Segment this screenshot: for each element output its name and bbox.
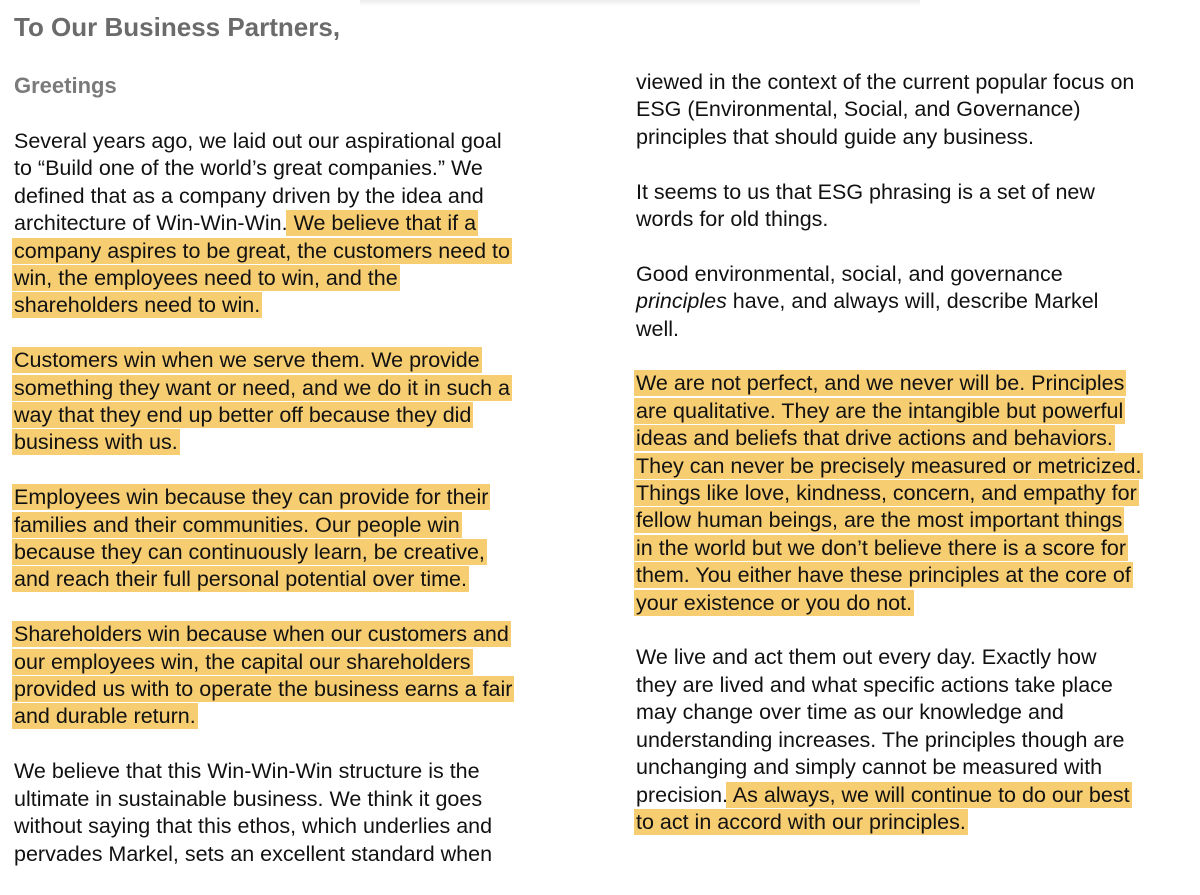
text-line <box>14 375 574 402</box>
text-line: understanding increases. The principles though are <box>636 727 1125 752</box>
text-line <box>14 621 574 648</box>
highlighted-text: win, the employees need to win, and the <box>14 266 398 291</box>
highlighted-text: shareholders need to win. <box>14 293 261 318</box>
highlighted-text: our employees win, the capital our shareholders <box>14 649 471 674</box>
text-segment: have, and always will, describe Markel <box>726 289 1099 314</box>
text-line <box>14 539 574 566</box>
highlighted-text: We believe that if a <box>287 211 477 236</box>
text-line: words for old things. <box>636 207 829 232</box>
text-segment: precision. <box>636 782 729 807</box>
highlighted-text: families and their communities. Our people win <box>14 512 460 537</box>
greetings-heading: Greetings <box>14 73 117 98</box>
highlighted-text: Things like love, kindness, concern, and empathy for <box>636 481 1137 506</box>
text-line: viewed in the context of the current popular focus on <box>636 70 1135 94</box>
text-line <box>636 535 1196 562</box>
text-line: well. <box>636 316 680 341</box>
text-line: Several years ago, we laid out our aspirational goal <box>14 129 502 153</box>
text-line <box>636 370 1196 397</box>
text-line: without saying that this ethos, which underlies and <box>14 814 493 839</box>
highlighted-text: provided us with to operate the business earns a fair <box>14 677 513 702</box>
highlighted-text: way that they end up better off because they did <box>14 403 472 428</box>
emphasized-text: principles <box>636 289 727 314</box>
text-line <box>636 782 1196 809</box>
text-line <box>14 649 574 676</box>
paragraph-good-principles <box>636 261 1196 343</box>
highlighted-text: are qualitative. They are the intangible but powerful <box>636 398 1124 423</box>
highlighted-text: and durable return. <box>14 704 196 729</box>
text-line <box>636 507 1196 534</box>
text-segment: architecture of Win-Win-Win. <box>14 211 288 236</box>
highlighted-text: They can never be precisely measured or metricized. <box>636 453 1142 478</box>
text-line <box>14 703 574 730</box>
page-top-shadow <box>360 0 920 6</box>
paragraph-shareholders <box>14 621 574 731</box>
text-line: We live and act them out every day. Exactly how <box>636 645 1097 670</box>
text-line <box>14 429 574 456</box>
text-line: unchanging and simply cannot be measured with <box>636 755 1103 780</box>
text-line <box>636 562 1196 589</box>
text-line <box>14 347 574 374</box>
highlighted-text: fellow human beings, are the most important things <box>636 508 1123 533</box>
highlighted-text: something they want or need, and we do it in such a <box>14 375 511 400</box>
paragraph-sustainable <box>14 758 574 868</box>
text-line: principles that should guide any business. <box>636 124 1035 149</box>
text-line <box>14 210 574 237</box>
highlighted-text: because they can continuously learn, be creative, <box>14 540 485 565</box>
text-line <box>14 484 574 511</box>
text-line: pervades Markel, sets an excellent standard when <box>14 841 493 866</box>
text-line: defined that as a company driven by the idea and <box>14 183 484 208</box>
highlighted-text: your existence or you do not. <box>636 590 913 615</box>
highlighted-text: As always, we will continue to do our best <box>728 782 1130 807</box>
right-column <box>636 69 1196 864</box>
highlighted-text: and reach their full personal potential over time. <box>14 567 467 592</box>
text-line <box>14 402 574 429</box>
highlighted-text: Shareholders win because when our customers and <box>14 622 509 647</box>
text-line: Good environmental, social, and governance <box>636 261 1063 286</box>
text-line <box>14 676 574 703</box>
text-line <box>636 398 1196 425</box>
paragraph-esg-phrasing <box>636 179 1196 234</box>
highlighted-text: to act in accord with our principles. <box>636 809 966 834</box>
text-line: they are lived and what specific actions take place <box>636 672 1113 697</box>
text-line: ultimate in sustainable business. We think it goes <box>14 786 483 811</box>
highlighted-text: in the world but we don’t believe there is a score for <box>636 535 1126 560</box>
text-line <box>636 480 1196 507</box>
paragraph-employees <box>14 484 574 594</box>
text-line: We believe that this Win-Win-Win structure is the <box>14 759 480 784</box>
text-line <box>14 265 574 292</box>
text-line: It seems to us that ESG phrasing is a set of new <box>636 179 1095 204</box>
text-line: to “Build one of the world’s great companies.” We <box>14 156 483 181</box>
paragraph-not-perfect <box>636 370 1196 617</box>
text-line: may change over time as our knowledge and <box>636 700 1064 725</box>
text-line <box>14 512 574 539</box>
text-line: ESG (Environmental, Social, and Governance) <box>636 97 1081 122</box>
highlighted-text: ideas and beliefs that drive actions and behaviors. <box>636 426 1113 451</box>
paragraph-live-and-act <box>636 644 1196 836</box>
highlighted-text: We are not perfect, and we never will be. Principles <box>636 371 1125 396</box>
highlighted-text: Customers win when we serve them. We provide <box>14 348 480 373</box>
text-line <box>14 566 574 593</box>
highlighted-text: company aspires to be great, the customers need to <box>14 238 510 263</box>
text-line <box>636 288 1196 315</box>
paragraph-customers <box>14 347 574 457</box>
text-line <box>14 292 574 319</box>
text-line <box>14 238 574 265</box>
highlighted-text: business with us. <box>14 430 178 455</box>
paragraph-esg-context <box>636 69 1196 151</box>
text-line <box>636 809 1196 836</box>
highlighted-text: them. You either have these principles at the core of <box>636 563 1131 588</box>
left-column <box>14 128 574 895</box>
highlighted-text: Employees win because they can provide for their <box>14 485 489 510</box>
text-line <box>636 453 1196 480</box>
text-line <box>636 425 1196 452</box>
text-line <box>636 590 1196 617</box>
page-title: To Our Business Partners, <box>14 12 341 42</box>
paragraph-goal <box>14 128 574 320</box>
